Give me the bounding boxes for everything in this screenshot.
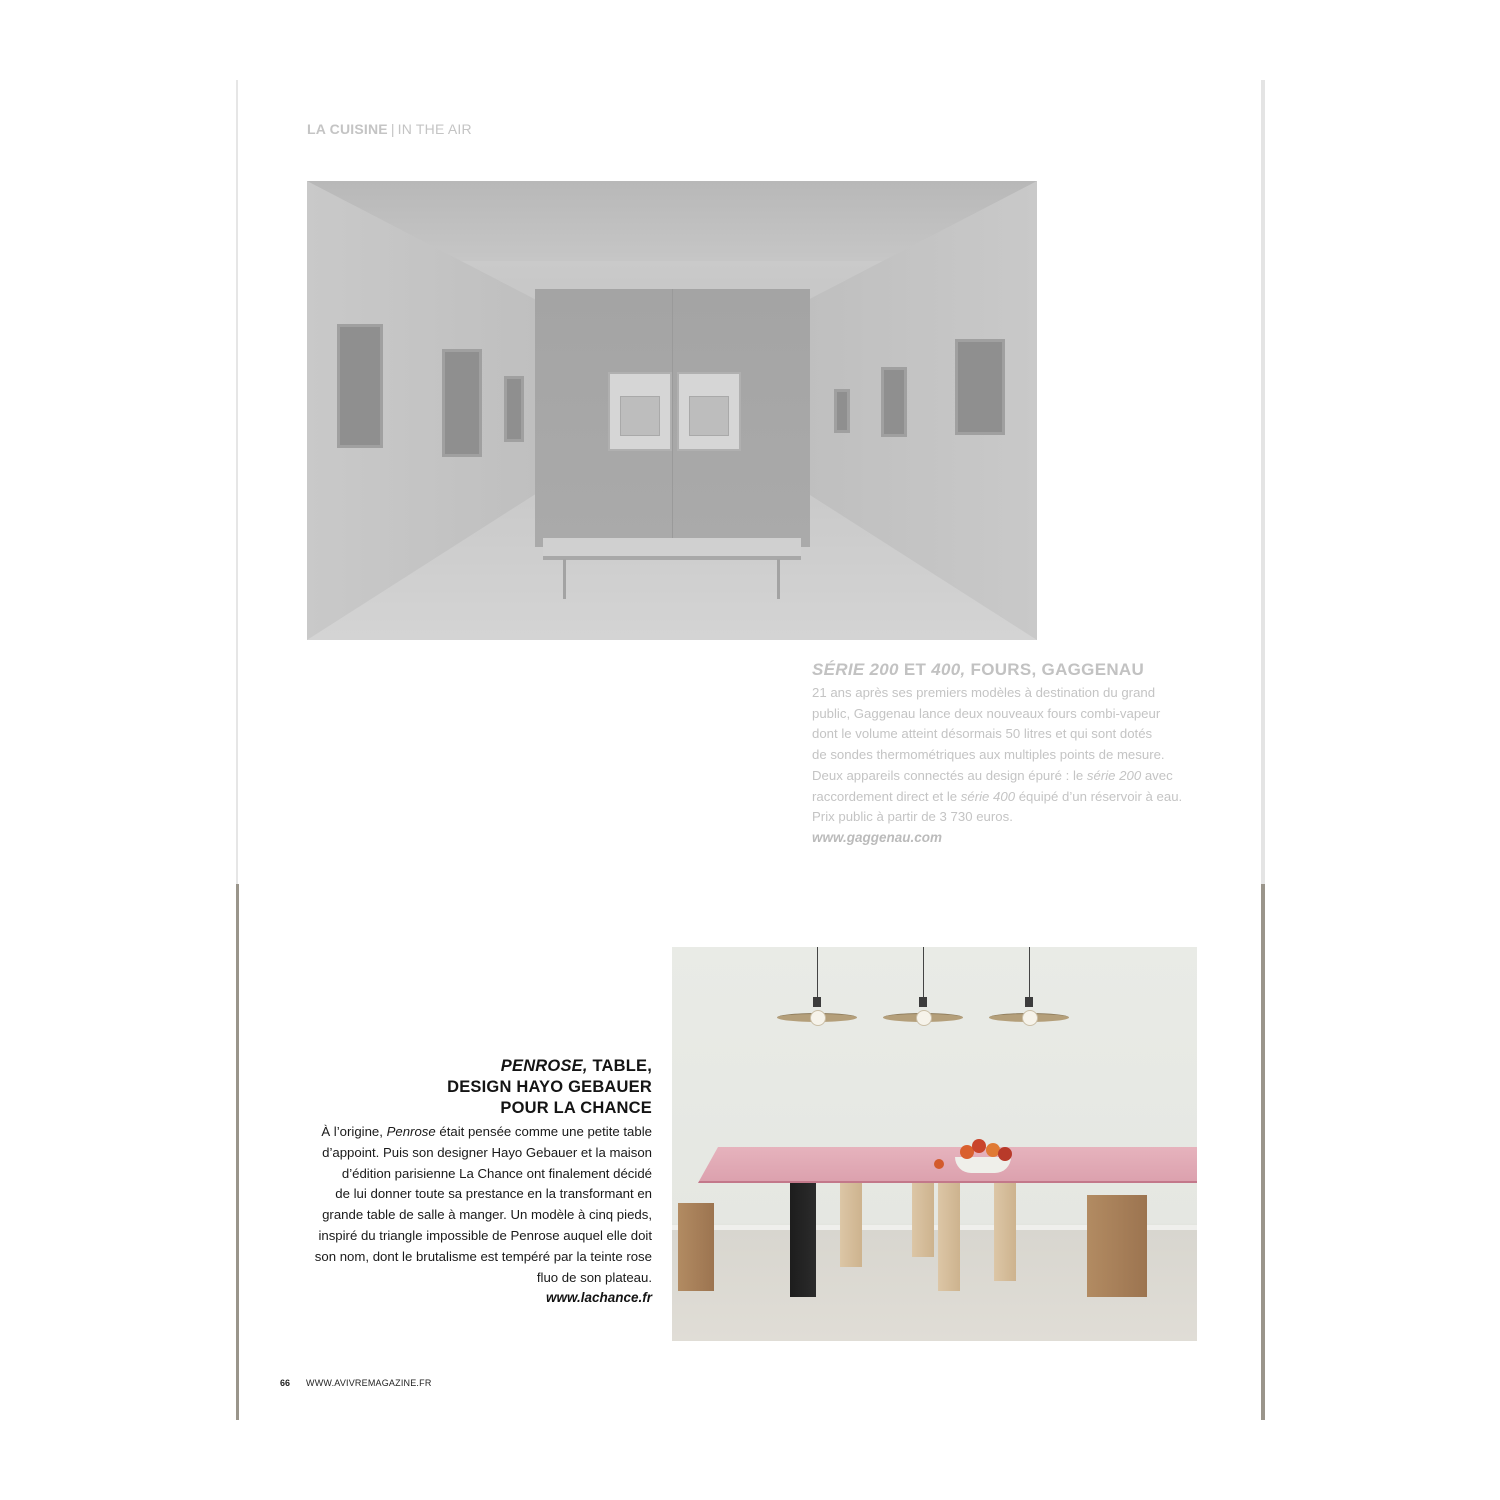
lamp-bulb <box>1022 1010 1038 1026</box>
body-line: public, Gaggenau lance deux nouveaux fours combi-vapeur <box>812 705 1161 721</box>
body-line: Prix public à partir de 3 730 euros. <box>812 809 1013 825</box>
body-line: d’appoint. Puis son designer Hayo Gebauer et la maison <box>322 1144 652 1160</box>
painting-frame <box>955 339 1005 435</box>
lamp-bulb <box>916 1010 932 1026</box>
body-line <box>812 787 1202 808</box>
pink-tabletop <box>698 1147 1197 1183</box>
lamp-socket <box>813 997 821 1007</box>
body-line: 21 ans après ses premiers modèles à destination du grand <box>812 685 1156 700</box>
fruit <box>998 1147 1012 1161</box>
oven-window <box>620 396 660 436</box>
table-leg <box>840 1181 862 1267</box>
lamp-cord <box>817 947 818 999</box>
text-span: À l’origine, <box>321 1124 387 1139</box>
section-separator: | <box>390 121 395 137</box>
bench-leg <box>777 559 780 599</box>
page-number: 66 <box>280 1378 291 1388</box>
text-span: Deux appareils connectés au design épuré : le <box>812 767 1087 783</box>
body-line: de sondes thermométriques aux multiples points de mesure. <box>812 747 1165 763</box>
gaggenau-ovens-photo <box>307 181 1037 640</box>
penrose-body <box>300 1122 652 1308</box>
body-line: son nom, dont le brutalisme est tempéré par la teinte rose <box>314 1248 652 1264</box>
fruit <box>972 1139 986 1153</box>
body-line: d’édition parisienne La Chance ont finalement décidé <box>341 1165 652 1181</box>
table-leg <box>912 1181 934 1257</box>
title-part: TABLE, <box>587 1057 652 1075</box>
text-span: raccordement direct et le <box>812 788 961 804</box>
painting-frame <box>337 324 383 448</box>
oven-window <box>689 396 729 436</box>
body-line: grande table de salle à manger. Un modèle à cinq pieds, <box>322 1207 652 1223</box>
body-line <box>300 1122 652 1143</box>
subsection-name: IN THE AIR <box>397 121 472 137</box>
magazine-website[interactable]: WWW.AVIVREMAGAZINE.FR <box>306 1378 432 1388</box>
table-leg <box>994 1181 1016 1281</box>
section-header <box>307 121 472 137</box>
page-edge-rule <box>1261 80 1265 884</box>
section-name: LA CUISINE <box>307 121 388 137</box>
body-line: inspiré du triangle impossible de Penrose auquel elle doit <box>318 1227 652 1243</box>
text-italic: Penrose <box>386 1124 436 1139</box>
painting-frame <box>442 349 482 457</box>
page-edge-rule <box>236 884 239 1420</box>
painting-frame <box>504 376 524 442</box>
lamp-socket <box>1025 997 1033 1007</box>
fruit <box>934 1159 944 1169</box>
text-italic: série 200 <box>1086 767 1142 783</box>
page-edge-rule <box>236 80 238 884</box>
title-italic: PENROSE, <box>500 1057 588 1075</box>
lachance-link[interactable]: www.lachance.fr <box>545 1290 652 1306</box>
table-leg-black <box>790 1173 816 1297</box>
oven-right <box>677 372 741 451</box>
body-line: de lui donner toute sa prestance en la transformant en <box>335 1186 652 1202</box>
text-span: avec <box>1141 767 1173 783</box>
wooden-stool <box>678 1203 714 1291</box>
wooden-stool <box>1087 1195 1147 1297</box>
penrose-table-photo <box>672 947 1197 1341</box>
gaggenau-title <box>812 659 1202 681</box>
lamp-cord <box>923 947 924 999</box>
lamp-bulb <box>810 1010 826 1026</box>
penrose-title <box>300 1056 652 1119</box>
title-italic: SÉRIE 200 <box>812 660 899 679</box>
title-line: DESIGN HAYO GEBAUER <box>447 1078 652 1096</box>
title-line: POUR LA CHANCE <box>500 1099 652 1117</box>
gaggenau-link[interactable]: www.gaggenau.com <box>812 829 943 845</box>
title-part: FOURS, GAGGENAU <box>965 660 1145 679</box>
table-leg <box>938 1181 960 1291</box>
block-seam <box>672 289 673 547</box>
body-line: fluo de son plateau. <box>536 1269 652 1285</box>
gallery-bench <box>543 538 801 560</box>
oven-left <box>608 372 672 451</box>
title-line <box>300 1056 652 1077</box>
text-span: était pensée comme une petite table <box>435 1124 652 1139</box>
painting-frame <box>881 367 907 437</box>
body-line: dont le volume atteint désormais 50 litres et qui sont dotés <box>812 726 1153 742</box>
lamp-cord <box>1029 947 1030 999</box>
title-part: ET <box>898 660 932 679</box>
body-line <box>812 766 1202 787</box>
text-italic: série 400 <box>960 788 1016 804</box>
text-span: équipé d’un réservoir à eau. <box>1015 788 1183 804</box>
title-italic: 400, <box>931 660 966 679</box>
painting-frame <box>834 389 850 433</box>
penrose-caption <box>300 1056 652 1308</box>
gaggenau-caption <box>812 659 1202 848</box>
lamp-socket <box>919 997 927 1007</box>
page-edge-rule <box>1261 884 1265 1420</box>
bench-leg <box>563 559 566 599</box>
gaggenau-body <box>812 683 1202 848</box>
